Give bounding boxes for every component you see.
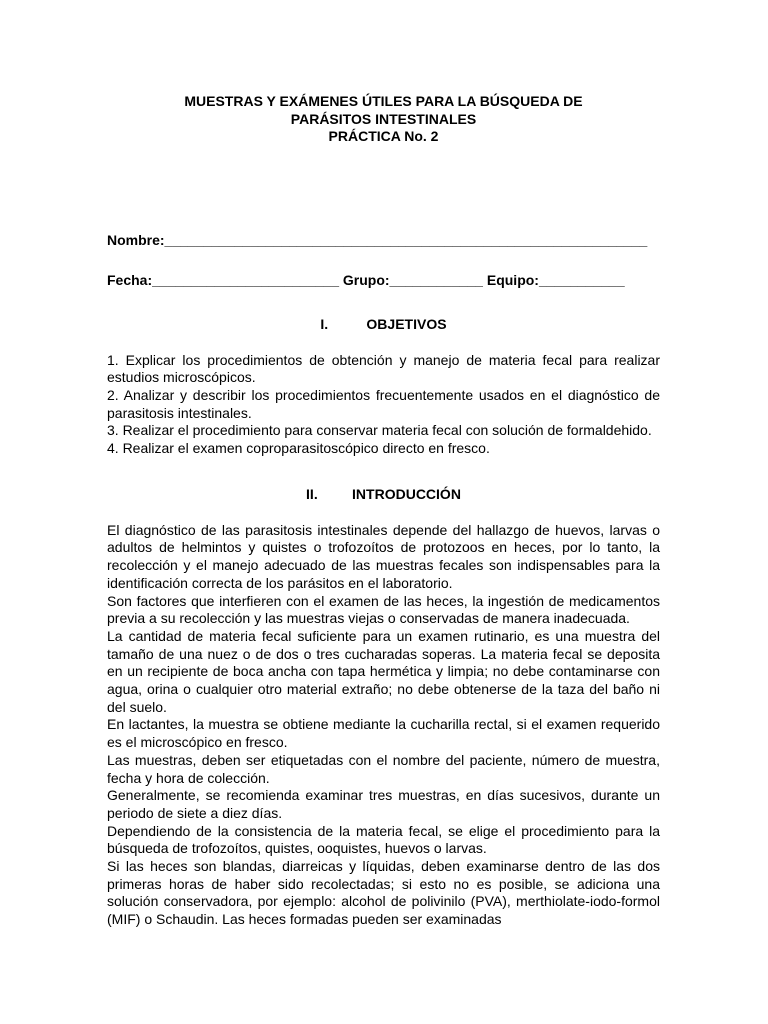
fecha-grupo-equipo-fields: Fecha:________________________ Grupo:____________ Equipo:___________ bbox=[107, 271, 625, 288]
intro-paragraph: Si las heces son blandas, diarreicas y líquidas, deben examinarse dentro de las dos primeras horas de haber sido recolectadas; si esto no es posible, se adiciona una solución conservadora, por ejemplo: alcohol de polivinilo (PVA), merthiolate-iodo-formol (MIF) o Schaudin. Las heces formadas pueden ser examinadas bbox=[107, 858, 660, 928]
title-line-3: PRÁCTICA No. 2 bbox=[328, 128, 439, 144]
objective-item: 4. Realizar el examen coproparasitoscópico directo en fresco. bbox=[107, 440, 490, 457]
section-heading-objetivos bbox=[107, 316, 660, 332]
section-heading-introduccion bbox=[107, 486, 660, 502]
objective-item: 1. Explicar los procedimientos de obtención y manejo de materia fecal para realizar estudios microscópicos. bbox=[107, 351, 660, 386]
intro-paragraph: En lactantes, la muestra se obtiene mediante la cucharilla rectal, si el examen requerido es el microscópico en fresco. bbox=[107, 716, 660, 751]
intro-paragraph: El diagnóstico de las parasitosis intestinales depende del hallazgo de huevos, larvas o adultos de helmintos y quistes o trofozoítos de protozoos en heces, por lo tanto, la recolección y el manejo adecuado de las muestras fecales son indispensables para la identificación correcta de los parásitos en el laboratorio. bbox=[107, 521, 660, 591]
title-line-2: PARÁSITOS INTESTINALES bbox=[290, 110, 477, 127]
title-line-1: MUESTRAS Y EXÁMENES ÚTILES PARA LA BÚSQUEDA DE bbox=[184, 93, 583, 109]
document-title bbox=[107, 93, 660, 146]
section-title: OBJETIVOS bbox=[366, 315, 447, 332]
intro-paragraph: Dependiendo de la consistencia de la materia fecal, se elige el procedimiento para la búsqueda de trofozoítos, quistes, ooquistes, huevos o larvas. bbox=[107, 822, 660, 857]
intro-paragraph: Son factores que interfieren con el examen de las heces, la ingestión de medicamentos previa a su recolección y las muestras viejas o conservadas de manera inadecuada. bbox=[107, 592, 660, 627]
introduction-body bbox=[107, 522, 660, 929]
nombre-field: Nombre:______________________________________________________________ bbox=[107, 231, 648, 248]
objective-item: 3. Realizar el procedimiento para conservar materia fecal con solución de formaldehido. bbox=[107, 422, 652, 439]
intro-paragraph: La cantidad de materia fecal suficiente para un examen rutinario, es una muestra del tamaño de una nuez o de dos o tres cucharadas soperas. La materia fecal se deposita en un recipiente de boca ancha con tapa hermética y limpia; no debe contaminarse con agua, orina o cualquier otro material extraño; no debe obtenerse de la taza del baño ni del suelo. bbox=[107, 627, 660, 715]
section-number: II. bbox=[306, 485, 318, 502]
section-number: I. bbox=[320, 315, 329, 332]
document-page bbox=[107, 93, 660, 929]
objectives-list bbox=[107, 352, 660, 458]
intro-paragraph: Generalmente, se recomienda examinar tres muestras, en días sucesivos, durante un periodo de siete a diez días. bbox=[107, 787, 660, 821]
intro-paragraph: Las muestras, deben ser etiquetadas con el nombre del paciente, número de muestra, fecha y hora de colección. bbox=[107, 751, 660, 786]
objective-item: 2. Analizar y describir los procedimientos frecuentemente usados en el diagnóstico de parasitosis intestinales. bbox=[107, 386, 660, 421]
section-title: INTRODUCCIÓN bbox=[352, 485, 461, 502]
